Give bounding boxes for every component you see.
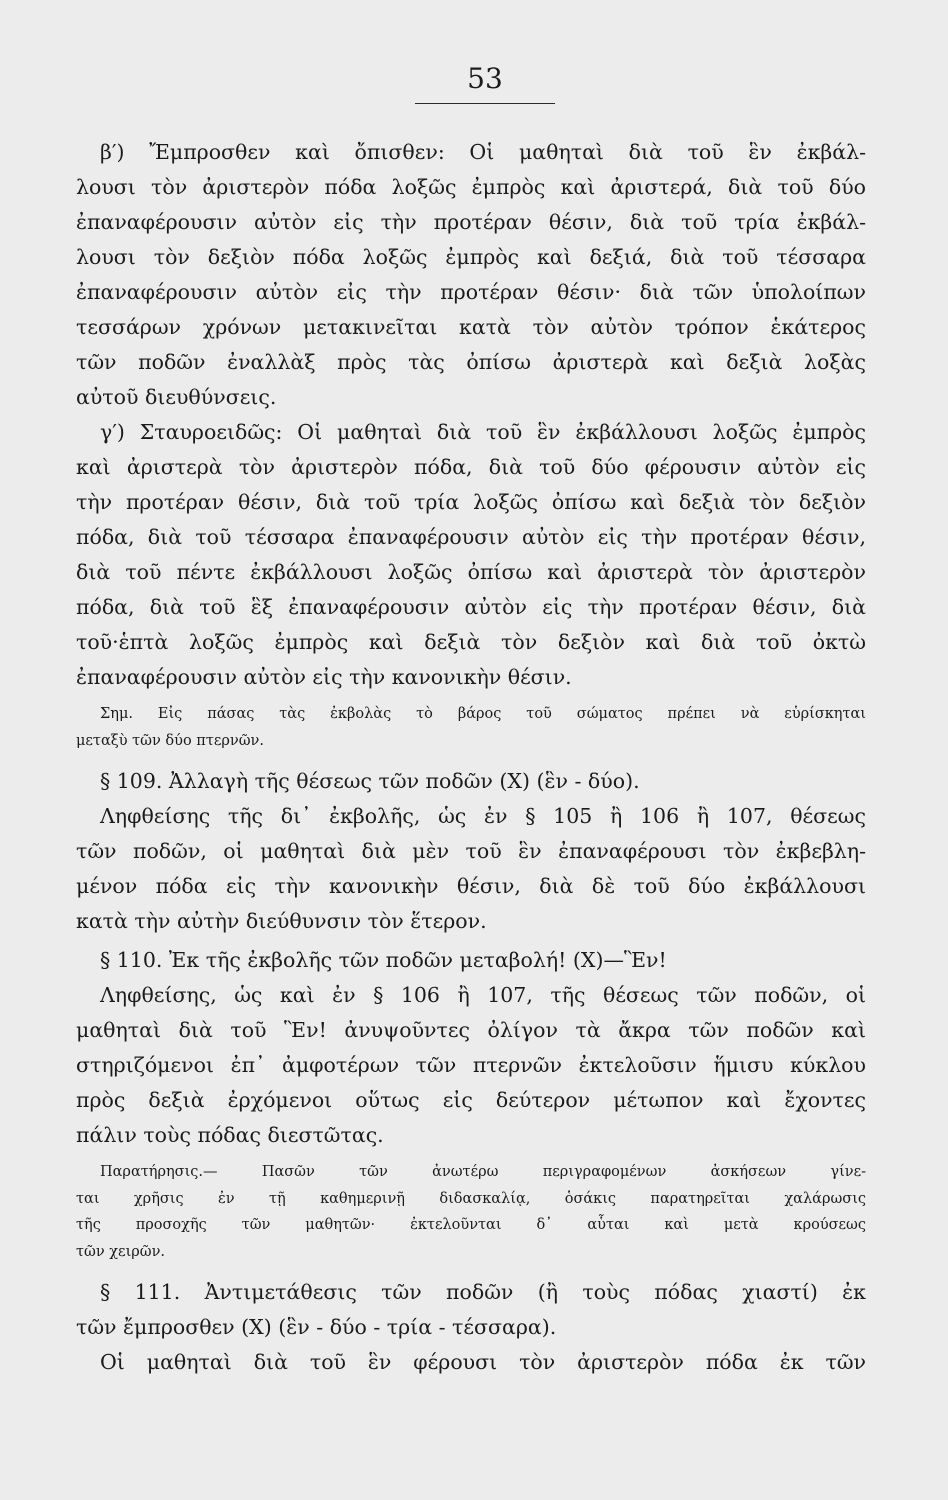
text-line: μένον πόδα εἰς τὴν κανονικὴν θέσιν, διὰ δὲ τοῦ δύο ἐκβάλλουσι [76, 874, 866, 898]
page-number: 53 [467, 62, 503, 95]
text-line: κατὰ τὴν αὐτὴν διεύθυνσιν τὸν ἕτερον. [76, 909, 487, 933]
text-line: β′) Ἔμπροσθεν καὶ ὄπισθεν: Οἱ μαθηταὶ διὰ τοῦ ἓν ἐκβάλ- [100, 140, 866, 164]
text-line: αὐτοῦ διευθύνσεις. [76, 385, 277, 409]
text-line: πάλιν τοὺς πόδας διεστῶτας. [76, 1123, 384, 1147]
note-line: τῶν χειρῶν. [76, 1243, 166, 1260]
text-line: γ′) Σταυροειδῶς: Οἱ μαθηταὶ διὰ τοῦ ἓν ἐκβάλλουσι λοξῶς ἐμπρὸς [100, 420, 866, 444]
text-line: διὰ τοῦ πέντε ἐκβάλλουσι λοξῶς ὀπίσω καὶ ἀριστερὰ τὸν ἀριστερὸν [76, 560, 866, 584]
text-line: πρὸς δεξιὰ ἐρχόμενοι οὕτως εἰς δεύτερον μέτωπον καὶ ἔχοντες [76, 1088, 866, 1112]
note-line: Παρατήρησις.— Πασῶν τῶν ἀνωτέρω περιγραφομένων ἀσκήσεων γίνε- [100, 1164, 866, 1180]
text-line: ἐπαναφέρουσιν αὐτὸν εἰς τὴν προτέραν θέσιν· διὰ τῶν ὑπολοίπων [76, 280, 866, 304]
text-line: Ληφθείσης τῆς δι᾽ ἐκβολῆς, ὡς ἐν § 105 ἢ 106 ἢ 107, θέσεως [100, 804, 866, 828]
text-line: Ληφθείσης, ὡς καὶ ἐν § 106 ἢ 107, τῆς θέσεως τῶν ποδῶν, οἱ [100, 983, 866, 1007]
text-line: τοῦ·ἑπτὰ λοξῶς ἐμπρὸς καὶ δεξιὰ τὸν δεξιὸν καὶ διὰ τοῦ ὀκτὼ [76, 630, 866, 654]
section-heading: § 111. Ἀντιμετάθεσις τῶν ποδῶν (ἢ τοὺς πόδας χιαστί) ἐκ [100, 1280, 866, 1304]
text-line: τεσσάρων χρόνων μετακινεῖται κατὰ τὸν αὐτὸν τρόπον ἑκάτερος [76, 315, 866, 339]
note-line: τῆς προσοχῆς τῶν μαθητῶν· ἐκτελοῦνται δ᾽ αὗται καὶ μετὰ κρούσεως [76, 1217, 866, 1233]
text-line: ἐπαναφέρουσιν αὐτὸν εἰς τὴν προτέραν θέσιν, διὰ τοῦ τρία ἐκβάλ- [76, 210, 866, 234]
text-line: λουσι τὸν ἀριστερὸν πόδα λοξῶς ἐμπρὸς καὶ ἀριστερά, διὰ τοῦ δύο [76, 175, 866, 199]
section-heading: § 109. Ἀλλαγὴ τῆς θέσεως τῶν ποδῶν (Χ) (ἓν - δύο). [100, 769, 640, 793]
note-line: μεταξὺ τῶν δύο πτερνῶν. [76, 732, 264, 749]
text-line: τὴν προτέραν θέσιν, διὰ τοῦ τρία λοξῶς ὀπίσω καὶ δεξιὰ τὸν δεξιὸν [76, 490, 866, 514]
section-heading: § 110. Ἐκ τῆς ἐκβολῆς τῶν ποδῶν μεταβολή! (Χ)—Ἓν! [100, 948, 667, 972]
text-line: τῶν ποδῶν ἐναλλὰξ πρὸς τὰς ὀπίσω ἀριστερὰ καὶ δεξιὰ λοξὰς [76, 350, 866, 374]
section-heading: τῶν ἔμπροσθεν (Χ) (ἓν - δύο - τρία - τέσσαρα). [76, 1315, 557, 1339]
text-line: ἐπαναφέρουσιν αὐτὸν εἰς τὴν κανονικὴν θέσιν. [76, 665, 572, 689]
note-line: ται χρῆσις ἐν τῇ καθημερινῇ διδασκαλίᾳ, ὁσάκις παρατηρεῖται χαλάρωσις [76, 1190, 866, 1207]
note-line: Σημ. Εἰς πάσας τὰς ἐκβολὰς τὸ βάρος τοῦ σώματος πρέπει νὰ εὑρίσκηται [100, 706, 866, 722]
text-line: Οἱ μαθηταὶ διὰ τοῦ ἓν φέρουσι τὸν ἀριστερὸν πόδα ἐκ τῶν [100, 1350, 866, 1374]
text-line: στηριζόμενοι ἐπ᾽ ἀμφοτέρων τῶν πτερνῶν ἐκτελοῦσιν ἥμισυ κύκλου [76, 1053, 866, 1077]
text-line: μαθηταὶ διὰ τοῦ Ἓν! ἀνυψοῦντες ὀλίγον τὰ ἄκρα τῶν ποδῶν καὶ [76, 1018, 866, 1042]
text-line: λουσι τὸν δεξιὸν πόδα λοξῶς ἐμπρὸς καὶ δεξιά, διὰ τοῦ τέσσαρα [76, 245, 866, 269]
text-line: πόδα, διὰ τοῦ τέσσαρα ἐπαναφέρουσιν αὐτὸν εἰς τὴν προτέραν θέσιν, [76, 525, 866, 549]
text-line: πόδα, διὰ τοῦ ἓξ ἐπαναφέρουσιν αὐτὸν εἰς τὴν προτέραν θέσιν, διὰ [76, 595, 866, 619]
text-line: καὶ ἀριστερὰ τὸν ἀριστερὸν πόδα, διὰ τοῦ δύο φέρουσιν αὐτὸν εἰς [76, 455, 866, 479]
header-rule [415, 103, 555, 104]
text-line: τῶν ποδῶν, οἱ μαθηταὶ διὰ μὲν τοῦ ἓν ἐπαναφέρουσι τὸν ἐκβεβλη- [76, 839, 866, 863]
body-text [76, 135, 866, 1380]
